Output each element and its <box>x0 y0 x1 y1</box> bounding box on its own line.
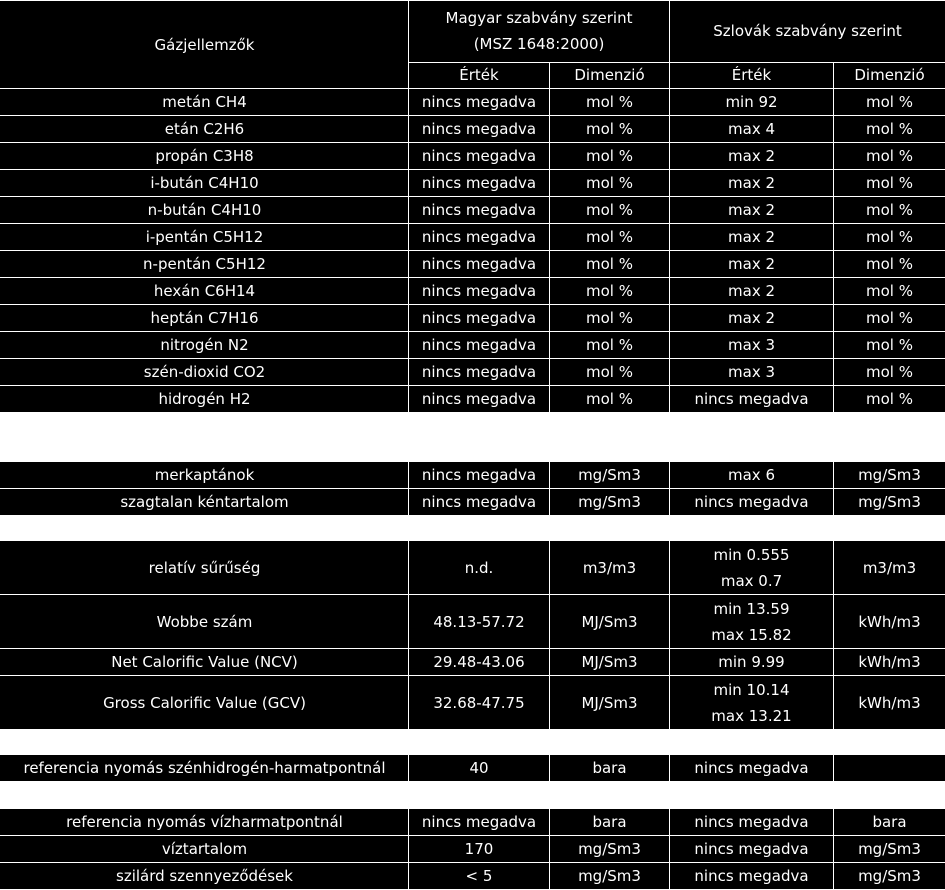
sk-dim: kWh/m3 <box>834 595 945 649</box>
hu-dim: mol % <box>550 116 670 143</box>
hu-dim: mg/Sm3 <box>550 462 670 489</box>
param-name: relatív sűrűség <box>1 541 409 595</box>
water-table <box>0 808 945 890</box>
hu-value: nincs megadva <box>409 224 550 251</box>
hu-value: 29.48-43.06 <box>409 649 550 676</box>
hu-dim: mol % <box>550 197 670 224</box>
table-row <box>1 143 945 170</box>
hu-value: nincs megadva <box>409 462 550 489</box>
hu-value: nincs megadva <box>409 197 550 224</box>
param-name: víztartalom <box>1 836 409 863</box>
hu-dim: mol % <box>550 170 670 197</box>
sk-value: max 2 <box>670 305 834 332</box>
hu-value: 48.13-57.72 <box>409 595 550 649</box>
hu-dim: mol % <box>550 278 670 305</box>
sk-value-line-2: max 0.7 <box>670 568 833 594</box>
hu-dim: mol % <box>550 332 670 359</box>
sk-value: max 3 <box>670 359 834 386</box>
param-name: etán C2H6 <box>1 116 409 143</box>
sk-dim: mol % <box>834 332 945 359</box>
sk-value-line-2: max 15.82 <box>670 622 833 648</box>
hu-dim: mol % <box>550 305 670 332</box>
hu-value: nincs megadva <box>409 143 550 170</box>
sk-value: max 2 <box>670 251 834 278</box>
hu-dim: mg/Sm3 <box>550 863 670 890</box>
sk-value: max 2 <box>670 224 834 251</box>
table-row <box>1 332 945 359</box>
sk-dim: m3/m3 <box>834 541 945 595</box>
sk-value: nincs megadva <box>670 836 834 863</box>
sk-value: min 92 <box>670 89 834 116</box>
sk-dim: mol % <box>834 305 945 332</box>
table-row <box>1 676 945 730</box>
sk-dim: mol % <box>834 143 945 170</box>
table-row <box>1 224 945 251</box>
hu-dim: mol % <box>550 224 670 251</box>
param-name: merkaptánok <box>1 462 409 489</box>
hu-value: nincs megadva <box>409 305 550 332</box>
param-name: referencia nyomás szénhidrogén-harmatpontnál <box>1 755 409 782</box>
param-name: propán C3H8 <box>1 143 409 170</box>
sk-dim: mg/Sm3 <box>834 836 945 863</box>
hu-value: 32.68-47.75 <box>409 676 550 730</box>
header-hu-line2: (MSZ 1648:2000) <box>409 31 669 57</box>
hu-value: nincs megadva <box>409 359 550 386</box>
table-row <box>1 359 945 386</box>
param-name: Gross Calorific Value (GCV) <box>1 676 409 730</box>
hu-value: nincs megadva <box>409 89 550 116</box>
table-row <box>1 170 945 197</box>
hu-value: 40 <box>409 755 550 782</box>
sk-value: nincs megadva <box>670 755 834 782</box>
hu-value: nincs megadva <box>409 332 550 359</box>
sk-value: nincs megadva <box>670 489 834 516</box>
param-name: n-bután C4H10 <box>1 197 409 224</box>
sk-dim: mg/Sm3 <box>834 489 945 516</box>
param-name: szagtalan kéntartalom <box>1 489 409 516</box>
param-name: referencia nyomás vízharmatpontnál <box>1 809 409 836</box>
sk-value: max 3 <box>670 332 834 359</box>
param-name: szilárd szennyeződések <box>1 863 409 890</box>
hu-value: nincs megadva <box>409 170 550 197</box>
param-name: metán CH4 <box>1 89 409 116</box>
hu-dim: mol % <box>550 386 670 413</box>
sk-value-line-1: min 10.14 <box>670 677 833 703</box>
hu-dim: mol % <box>550 359 670 386</box>
header-hu-group <box>409 1 670 63</box>
hu-dim: mg/Sm3 <box>550 836 670 863</box>
header-row-1 <box>1 1 945 63</box>
param-name: i-pentán C5H12 <box>1 224 409 251</box>
hu-dim: MJ/Sm3 <box>550 676 670 730</box>
table-row <box>1 89 945 116</box>
header-hu-dim: Dimenzió <box>550 62 670 88</box>
table-row <box>1 541 945 595</box>
sk-dim: kWh/m3 <box>834 676 945 730</box>
hu-value: nincs megadva <box>409 251 550 278</box>
sk-dim: mol % <box>834 359 945 386</box>
sk-value: max 6 <box>670 462 834 489</box>
sk-dim: mol % <box>834 116 945 143</box>
header-sk-group: Szlovák szabvány szerint <box>670 1 945 63</box>
components-table <box>0 0 945 413</box>
header-hu-value: Érték <box>409 62 550 88</box>
table-row <box>1 836 945 863</box>
sk-dim: mol % <box>834 386 945 413</box>
table-row <box>1 462 945 489</box>
sk-dim: mg/Sm3 <box>834 863 945 890</box>
header-hu-line1: Magyar szabvány szerint <box>409 5 669 31</box>
param-name: i-bután C4H10 <box>1 170 409 197</box>
sk-value: nincs megadva <box>670 863 834 890</box>
hu-dim: mol % <box>550 143 670 170</box>
sk-value: nincs megadva <box>670 386 834 413</box>
sk-value <box>670 541 834 595</box>
param-name: nitrogén N2 <box>1 332 409 359</box>
table-row <box>1 251 945 278</box>
hu-value: nincs megadva <box>409 489 550 516</box>
table-row <box>1 305 945 332</box>
sk-value: max 2 <box>670 278 834 305</box>
sk-value: max 2 <box>670 170 834 197</box>
table-row <box>1 116 945 143</box>
sk-value: max 2 <box>670 197 834 224</box>
table-row <box>1 386 945 413</box>
hu-dim: MJ/Sm3 <box>550 649 670 676</box>
table-row <box>1 197 945 224</box>
table-row <box>1 278 945 305</box>
hu-value: nincs megadva <box>409 278 550 305</box>
sk-value-line-1: min 13.59 <box>670 596 833 622</box>
sk-dim: mg/Sm3 <box>834 462 945 489</box>
header-sk-dim: Dimenzió <box>834 62 945 88</box>
table-row <box>1 755 945 782</box>
sk-value <box>670 595 834 649</box>
param-name: n-pentán C5H12 <box>1 251 409 278</box>
hu-value: n.d. <box>409 541 550 595</box>
sulfur-table <box>0 461 945 516</box>
hu-value: nincs megadva <box>409 386 550 413</box>
sk-dim: mol % <box>834 278 945 305</box>
sk-dim: mol % <box>834 251 945 278</box>
sk-dim: mol % <box>834 224 945 251</box>
sk-dim: mol % <box>834 89 945 116</box>
hu-dim: bara <box>550 809 670 836</box>
sk-value: min 9.99 <box>670 649 834 676</box>
hu-dim: mg/Sm3 <box>550 489 670 516</box>
table-row <box>1 595 945 649</box>
sk-value: max 4 <box>670 116 834 143</box>
table-row <box>1 863 945 890</box>
sk-dim: mol % <box>834 170 945 197</box>
header-param: Gázjellemzők <box>1 1 409 89</box>
sk-value-line-1: min 0.555 <box>670 542 833 568</box>
param-name: heptán C7H16 <box>1 305 409 332</box>
table-row <box>1 649 945 676</box>
hu-dim: mol % <box>550 251 670 278</box>
hu-value: < 5 <box>409 863 550 890</box>
param-name: hexán C6H14 <box>1 278 409 305</box>
sk-dim <box>834 755 945 782</box>
sk-value: max 2 <box>670 143 834 170</box>
hu-value: nincs megadva <box>409 116 550 143</box>
param-name: szén-dioxid CO2 <box>1 359 409 386</box>
sk-value: nincs megadva <box>670 809 834 836</box>
hu-dim: bara <box>550 755 670 782</box>
param-name: Net Calorific Value (NCV) <box>1 649 409 676</box>
header-sk-value: Érték <box>670 62 834 88</box>
hu-dim: MJ/Sm3 <box>550 595 670 649</box>
sk-dim: kWh/m3 <box>834 649 945 676</box>
sk-dim: mol % <box>834 197 945 224</box>
properties-table <box>0 540 945 730</box>
hu-dim: m3/m3 <box>550 541 670 595</box>
hu-value: 170 <box>409 836 550 863</box>
hc-dewpoint-table <box>0 754 945 782</box>
hu-dim: mol % <box>550 89 670 116</box>
hu-value: nincs megadva <box>409 809 550 836</box>
table-row <box>1 809 945 836</box>
param-name: hidrogén H2 <box>1 386 409 413</box>
sk-value-line-2: max 13.21 <box>670 703 833 729</box>
param-name: Wobbe szám <box>1 595 409 649</box>
sk-dim: bara <box>834 809 945 836</box>
sk-value <box>670 676 834 730</box>
table-row <box>1 489 945 516</box>
